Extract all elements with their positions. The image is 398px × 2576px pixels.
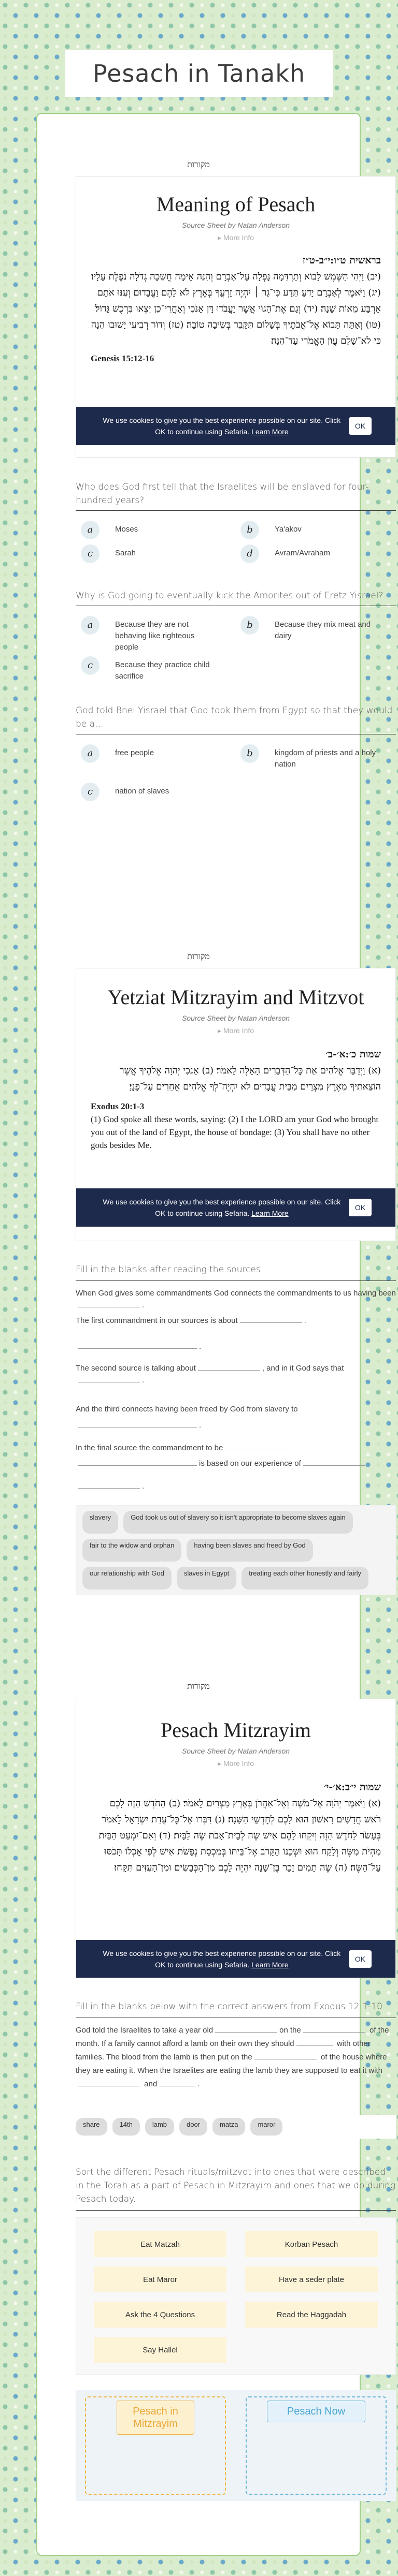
hebrew-text: (א) וַיְדַבֵּר אֱלֹהִים אֵת כׇּל־הַדְּבָרִים הָאֵלֶּה לֵאמֹר׃ (ב) אָנֹכִי יְהֹוָה אֱלֹהֶיךָ אֲשֶׁר הוֹצֵאתִיךָ מֵאֶרֶץ מִצְרַיִם מִבֵּית עֲבָדִים׃ לֹא יִהְיֶה־לְךָ אֱלֹהִים אֲחֵרִים עַל־פָּנָיַ׃ — [119, 1065, 381, 1092]
option-letter: a — [81, 744, 100, 763]
option-letter: d — [240, 544, 259, 563]
word-chip[interactable]: 14th — [112, 2118, 140, 2136]
sheet-author: Source Sheet by Natan Anderson — [181, 1747, 290, 1755]
option-a[interactable]: a Moses — [81, 521, 219, 539]
cookie-text: We use cookies to give you the best experience possible on our site. Click OK to continue using Sefaria. — [103, 1949, 341, 1969]
word-chip[interactable]: maror — [250, 2118, 282, 2136]
author-link[interactable]: Natan Anderson — [237, 1747, 290, 1755]
blank-input[interactable] — [198, 1362, 260, 1371]
english-ref: Genesis 15:12-16 — [91, 354, 154, 363]
sefaria-embed[interactable] — [76, 176, 396, 458]
author-link[interactable]: Natan Anderson — [237, 1014, 290, 1022]
section-label: מקורות — [187, 159, 210, 169]
cookie-ok-button[interactable]: OK — [349, 1199, 372, 1216]
fill-question-2: Fill in the blanks below with the correct answers from Exodus 12:1-10. — [76, 2001, 386, 2012]
word-chip[interactable]: having been slaves and freed by God — [187, 1539, 312, 1562]
sheet-title: Pesach Mitzrayim — [161, 1718, 311, 1742]
page-title-bar — [65, 50, 333, 97]
hebrew-ref: בראשית ט״ו:י״ב-ט״ז — [302, 255, 381, 266]
section-label: מקורות — [187, 951, 210, 961]
sort-item[interactable]: Have a seder plate — [245, 2266, 378, 2292]
more-info-link[interactable]: ▸ More Info — [217, 1026, 254, 1035]
learn-more-link[interactable]: Learn More — [251, 428, 289, 436]
blank-input[interactable] — [303, 2024, 365, 2033]
fill-line: When God gives some commandments God connects the commandments to us having been. — [76, 1289, 396, 1309]
word-bank — [76, 2115, 396, 2139]
option-c[interactable]: c Sarah — [81, 544, 219, 563]
option-c[interactable]: c Because they practice child sacrifice — [81, 656, 219, 682]
sheet-author: Source Sheet by Natan Anderson — [181, 221, 290, 229]
english-text: (1) God spoke all these words, saying: (2) I the LORD am your God who brought you out of the land of Egypt, the house of bondage: (3) You shall have no other gods besides Me. — [91, 1114, 379, 1150]
question-1: Who does God first tell that the Israelites will be enslaved for four-hundred years? — [76, 482, 369, 506]
option-letter: c — [81, 783, 100, 801]
blank-input[interactable] — [78, 1419, 197, 1427]
worksheet-container — [36, 113, 396, 2556]
more-info-link[interactable]: ▸ More Info — [217, 233, 254, 242]
learn-more-link[interactable]: Learn More — [251, 1209, 289, 1217]
word-chip[interactable]: lamb — [145, 2118, 174, 2136]
cookie-text: We use cookies to give you the best experience possible on our site. Click OK to continue using Sefaria. — [103, 1198, 341, 1217]
blank-input[interactable] — [240, 1315, 302, 1323]
sheet-author: Source Sheet by Natan Anderson — [181, 1014, 290, 1022]
sefaria-embed[interactable] — [76, 1699, 396, 1978]
divider — [76, 1280, 396, 1281]
cookie-text: We use cookies to give you the best experience possible on our site. Click OK to continue using Sefaria. — [103, 416, 341, 436]
cookie-banner — [76, 407, 395, 445]
divider — [76, 2210, 396, 2211]
blank-input[interactable] — [254, 2051, 317, 2059]
sort-buckets — [76, 2390, 396, 2501]
word-chip[interactable]: share — [76, 2118, 107, 2136]
sort-item[interactable]: Say Hallel — [94, 2337, 226, 2363]
english-source — [91, 1100, 381, 1152]
english-source — [91, 352, 381, 365]
cookie-ok-button[interactable]: OK — [349, 1950, 372, 1968]
author-link[interactable]: Natan Anderson — [237, 221, 290, 229]
sort-question: Sort the different Pesach rituals/mitzvot into ones that were described in the Torah as a part of Pesach in Mitzrayim and ones that we do during Pesach today. — [76, 2167, 396, 2204]
fill-line: In the final source the commandment to be — [76, 1442, 396, 1454]
option-d[interactable]: d Avram/Avraham — [240, 544, 378, 563]
cookie-ok-button[interactable]: OK — [349, 417, 372, 435]
option-letter: b — [240, 616, 259, 635]
option-letter: c — [81, 656, 100, 675]
option-letter: c — [81, 544, 100, 563]
option-a[interactable]: a Because they are not behaving like righteous people — [81, 616, 219, 653]
english-ref: Exodus 20:1-3 — [91, 1101, 145, 1111]
option-letter: b — [240, 744, 259, 763]
fill-question-1: Fill in the blanks after reading the sources. — [76, 1264, 264, 1275]
fill-line: And the third connects having been freed by God from slavery to — [76, 1405, 298, 1414]
more-info-link[interactable]: ▸ More Info — [217, 1759, 254, 1768]
fill-line: . — [76, 1341, 396, 1352]
question-2: Why is God going to eventually kick the Amorites out of Eretz Yisrael? — [76, 591, 383, 601]
blank-input[interactable] — [215, 2024, 277, 2033]
fill-line: is based on our experience of — [76, 1458, 396, 1469]
word-bank — [76, 1505, 396, 1595]
bucket-label: Pesach Now — [267, 2401, 365, 2422]
blank-input[interactable] — [78, 1341, 197, 1349]
fill-paragraph: God told the Israelites to take a year old on the of the month. If a family cannot afford a lamb on their own they should with other families. The blood from the lamb is then put on the of the house where they are eating it. When the Israelites are eating the lamb they are supposed to eat it with and . — [76, 2024, 396, 2091]
sort-item[interactable]: Ask the 4 Questions — [94, 2302, 226, 2328]
hebrew-ref: שמות כ׳:א׳-ב׳ — [325, 1049, 381, 1060]
page-title: Pesach in Tanakh — [93, 60, 305, 87]
blank-input[interactable] — [78, 2078, 140, 2086]
option-letter: a — [81, 616, 100, 635]
fill-line: The second source is talking about , and in it God says that. — [76, 1362, 396, 1386]
sort-item[interactable]: Eat Maror — [94, 2266, 226, 2292]
word-chip[interactable]: matza — [212, 2118, 245, 2136]
sefaria-embed[interactable] — [76, 968, 396, 1241]
sheet-title: Yetziat Mitzrayim and Mitzvot — [107, 985, 364, 1009]
hebrew-text: (א) וַיֹּאמֶר יְהֹוָה אֶל־מֹשֶׁה וְאֶל־אַהֲרֹן בְּאֶרֶץ מִצְרַיִם לֵאמֹר׃ (ב) הַחֹדֶשׁ הַזֶּה לָכֶם רֹאשׁ חֳדָשִׁים רִאשׁוֹן הוּא לָכֶם לְחׇדְשֵׁי הַשָּׁנָה׃ (ג) דַּבְּרוּ אֶל־כׇּל־עֲדַת יִשְׂרָאֵל לֵאמֹר בֶּעָשֹׂר לַחֹדֶשׁ הַזֶּה וְיִקְחוּ לָהֶם אִישׁ שֶׂה לְבֵית־אָבֹת שֶׂה לַבָּיִת׃ (ד) וְאִם־יִמְעַט הַבַּיִת מִהְיֹת מִשֶּׂה וְלָקַח הוּא וּשְׁכֵנוֹ הַקָּרֹב אֶל־בֵּיתוֹ בְּמִכְסַת נְפָשֹׁת אִישׁ לְפִי אׇכְלוֹ תָּכֹסּוּ עַל־הַשֶּׂה׃ (ה) שֶׂה תָמִים זָכָר בֶּן־שָׁנָה יִהְיֶה לָכֶם מִן־הַכְּבָשִׂים וּמִן־הָעִזִּים תִּקָּחוּ׃ — [98, 1798, 381, 1873]
cookie-banner — [76, 1188, 395, 1227]
hebrew-text: (יב) וַיְהִי הַשֶּׁמֶשׁ לָבוֹא וְתַרְדֵּמָה נָפְלָה עַל־אַבְרָם וְהִנֵּה אֵימָה חֲשֵׁכָה גְדֹלָה נֹפֶלֶת עָלָיו׃ (יג) וַיֹּאמֶר לְאַבְרָם יָדֹעַ תֵּדַע כִּי־גֵר ׀ יִהְיֶה זַרְעֲךָ בְּאֶרֶץ לֹא לָהֶם וַעֲבָדוּם וְעִנּוּ אֹתָם אַרְבַּע מֵאוֹת שָׁנָה׃ (יד) וְגַם אֶת־הַגּוֹי אֲשֶׁר יַעֲבֹדוּ דָּן אָנֹכִי וְאַחֲרֵי־כֵן יֵצְאוּ בִּרְכֻשׁ גָּדוֹל׃ (טו) וְאַתָּה תָּבוֹא אֶל־אֲבֹתֶיךָ בְּשָׁלוֹם תִּקָּבֵר בְּשֵׂיבָה טוֹבָה׃ (טז) וְדוֹר רְבִיעִי יָשׁוּבוּ הֵנָּה כִּי לֹא־שָׁלֵם עֲוֺן הָאֱמֹרִי עַד־הֵנָּה׃ — [91, 271, 381, 346]
blank-input[interactable] — [303, 1458, 365, 1466]
blank-input[interactable] — [78, 1374, 140, 1382]
hebrew-source — [91, 1779, 381, 1876]
fill-line: The first commandment in our sources is about . — [76, 1315, 396, 1327]
sort-item[interactable]: Korban Pesach — [245, 2231, 378, 2257]
sort-item[interactable]: Eat Matzah — [94, 2231, 226, 2257]
word-chip[interactable]: our relationship with God — [82, 1567, 172, 1589]
question-3: God told Bnei Yisrael that God took them from Egypt so that they would be a... — [76, 705, 393, 729]
option-b[interactable]: b kingdom of priests and a holy nation — [240, 744, 378, 770]
word-chip[interactable]: slaves in Egypt — [177, 1567, 236, 1589]
blank-input[interactable] — [78, 1458, 197, 1466]
word-chip[interactable]: slavery — [82, 1511, 118, 1534]
option-letter: b — [240, 521, 259, 539]
bucket-pesach-in-mitzrayim[interactable] — [85, 2396, 226, 2495]
cookie-banner — [76, 1940, 395, 1978]
bucket-pesach-now[interactable] — [246, 2396, 387, 2495]
word-chip[interactable]: fair to the widow and orphan — [82, 1539, 181, 1562]
option-a[interactable]: a free people — [81, 744, 219, 763]
divider — [76, 510, 396, 511]
blank-input[interactable] — [159, 2078, 195, 2086]
blank-input[interactable] — [296, 2038, 333, 2046]
blank-input[interactable] — [225, 1442, 287, 1450]
sort-item[interactable]: Read the Haggadah — [245, 2302, 378, 2328]
option-letter: a — [81, 521, 100, 539]
hebrew-source — [91, 253, 381, 349]
bucket-label: Pesach in Mitzrayim — [117, 2401, 194, 2435]
word-chip[interactable]: God took us out of slavery so it isn't appropriate to become slaves again — [123, 1511, 352, 1534]
word-chip[interactable]: door — [179, 2118, 207, 2136]
option-b[interactable]: b Ya'akov — [240, 521, 378, 539]
learn-more-link[interactable]: Learn More — [251, 1961, 289, 1969]
option-b[interactable]: b Because they mix meat and dairy — [240, 616, 378, 642]
sheet-title: Meaning of Pesach — [156, 193, 316, 216]
fill-line: . — [76, 1419, 396, 1431]
blank-input[interactable] — [78, 1480, 140, 1489]
blank-input[interactable] — [78, 1299, 140, 1307]
fill-line: . — [76, 1480, 396, 1492]
word-chip[interactable]: treating each other honestly and fairly — [241, 1567, 368, 1589]
section-label: מקורות — [187, 1681, 210, 1691]
sort-items-area — [76, 2217, 396, 2375]
hebrew-ref: שמות י״ב:א׳-י׳ — [324, 1782, 381, 1793]
hebrew-source — [91, 1047, 381, 1095]
option-c[interactable]: c nation of slaves — [81, 783, 219, 801]
